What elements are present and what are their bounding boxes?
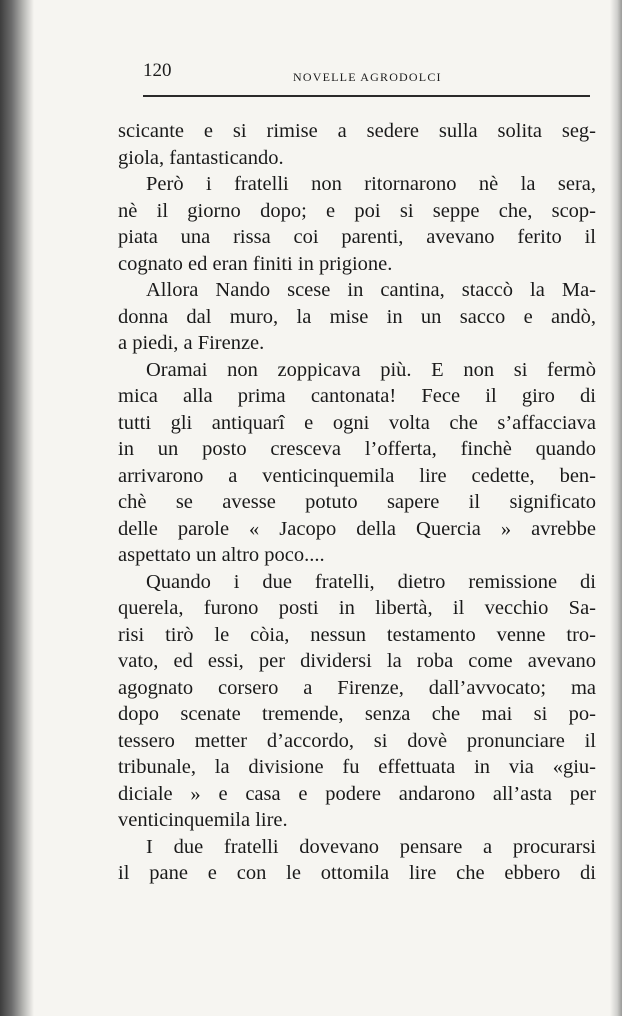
text-line: nè il giorno dopo; e poi si seppe che, scop-	[118, 199, 596, 222]
text-line: agognato corsero a Firenze, dall’avvocato; ma	[118, 676, 596, 699]
binding-shadow	[0, 0, 34, 1016]
text-line: vato, ed essi, per dividersi la roba come avevano	[118, 650, 596, 672]
paragraph	[118, 357, 596, 569]
paragraph	[118, 118, 596, 171]
text-line: il pane e con le ottomila lire che ebbero di	[118, 862, 596, 884]
text-line: Allora Nando scese in cantina, staccò la Ma-	[146, 279, 596, 301]
body-text	[118, 118, 596, 887]
text-line: tribunale, la divisione fu effettuata in via «giu-	[118, 756, 596, 778]
text-line: Oramai non zoppicava più. E non si fermò	[146, 358, 596, 381]
text-line: tessero metter d’accordo, si dovè pronunciare il	[118, 729, 596, 752]
text-line: chè se avesse potuto sapere il significato	[118, 491, 596, 513]
text-line: aspettato un altro poco....	[118, 544, 325, 566]
page-edge	[610, 0, 622, 1016]
text-line: piata una rissa coi parenti, avevano ferito il	[118, 226, 596, 248]
text-line: tutti gli antiquarî e ogni volta che s’affacciava	[118, 411, 596, 434]
text-line: Quando i due fratelli, dietro remissione di	[146, 570, 596, 593]
header-rule	[143, 95, 590, 97]
text-line: scicante e si rimise a sedere sulla solita seg-	[118, 120, 596, 142]
paragraph	[118, 569, 596, 834]
paragraph	[118, 834, 596, 887]
text-line: I due fratelli dovevano pensare a procurarsi	[146, 835, 596, 858]
paragraph	[118, 171, 596, 277]
text-line: donna dal muro, la mise in un sacco e andò,	[118, 305, 596, 328]
text-line: querela, furono posti in libertà, il vecchio Sa-	[118, 597, 596, 619]
text-line: a piedi, a Firenze.	[118, 332, 265, 354]
page-header	[143, 58, 590, 88]
text-line: delle parole « Jacopo della Quercia » avrebbe	[118, 517, 596, 540]
text-line: giola, fantasticando.	[118, 146, 284, 169]
text-line: risi tirò le còia, nessun testamento venne tro-	[118, 623, 596, 646]
paragraph	[118, 277, 596, 357]
text-line: arrivarono a venticinquemila lire cedette, ben-	[118, 464, 596, 487]
text-line: dopo scenate tremende, senza che mai si po-	[118, 703, 596, 725]
text-line: venticinquemila lire.	[118, 809, 288, 831]
running-title: NOVELLE AGRODOLCI	[293, 70, 442, 84]
text-line: diciale » e casa e podere andarono all’asta per	[118, 782, 596, 805]
text-line: cognato ed eran finiti in prigione.	[118, 252, 393, 275]
text-line: in un posto cresceva l’offerta, finchè quando	[118, 438, 596, 460]
page-number: 120	[143, 60, 172, 81]
text-line: Però i fratelli non ritornarono nè la sera,	[146, 173, 596, 195]
text-line: mica alla prima cantonata! Fece il giro di	[118, 385, 596, 407]
